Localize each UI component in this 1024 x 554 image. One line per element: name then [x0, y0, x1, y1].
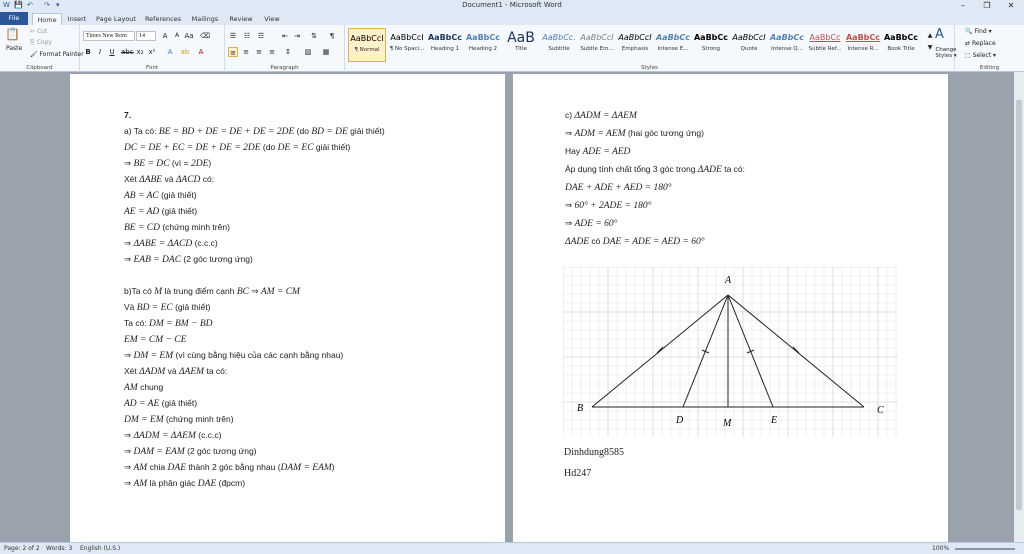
style-subtitle[interactable]: AaBbCc. Subtitle: [542, 33, 576, 52]
align-left-icon[interactable]: ≡: [228, 47, 238, 57]
text-line: [124, 446, 257, 457]
underline-icon[interactable]: U: [109, 48, 115, 56]
text-segment: Ta có:: [124, 318, 150, 328]
language[interactable]: English (U.S.): [80, 545, 121, 552]
replace-button[interactable]: ⇄ Replace: [965, 40, 996, 47]
text-segment: ta có:: [204, 366, 228, 376]
text-segment: BD = EC: [136, 303, 173, 313]
text-segment: 60° + 2ADE = 180°: [574, 201, 652, 211]
window-title: Document1 - Microsoft Word: [462, 1, 562, 9]
subscript-icon[interactable]: x₂: [136, 48, 144, 56]
redo-icon[interactable]: ↷: [44, 1, 50, 9]
text-segment: (giả thiết): [159, 206, 198, 216]
text-line: [124, 158, 211, 169]
copy-button[interactable]: ⎘ Copy: [30, 39, 52, 46]
word-logo-icon: W: [3, 1, 10, 9]
highlight-icon[interactable]: ab: [180, 48, 190, 56]
tab-page-layout[interactable]: Page Layout: [96, 15, 136, 23]
show-marks-icon[interactable]: ¶: [329, 32, 335, 40]
text-segment: ⇒: [124, 478, 134, 488]
text-segment: thành 2 góc bằng nhau (: [186, 462, 281, 472]
tab-home[interactable]: Home: [32, 13, 62, 25]
text-line: [565, 200, 651, 211]
editing-label: Editing: [979, 65, 1000, 71]
text-segment: ⇒: [565, 200, 575, 210]
text-segment: ⇒: [124, 254, 134, 264]
text-line: [124, 398, 197, 409]
text-line: [124, 126, 385, 137]
decrease-indent-icon[interactable]: ⇤: [282, 32, 288, 40]
text-line: [124, 334, 186, 345]
text-segment: DC = DE + EC = DE + DE = 2DE: [124, 143, 261, 153]
line-spacing-icon[interactable]: ↕: [285, 48, 291, 56]
text-line: [124, 382, 163, 393]
paste-icon[interactable]: 📋: [5, 27, 20, 41]
undo-icon[interactable]: ↶: [27, 1, 33, 9]
text-segment: ta có:: [721, 164, 745, 174]
text-segment: ΔAEM: [178, 367, 205, 377]
find-button[interactable]: 🔍 Find ▾: [965, 28, 992, 35]
text-segment: DAE: [197, 479, 217, 489]
text-line: [124, 238, 218, 249]
text-segment: (do: [260, 142, 278, 152]
text-segment: ΔADE: [697, 165, 722, 175]
text-line: [124, 190, 197, 201]
text-segment: (c.c.c): [192, 238, 218, 248]
text-segment: (đpcm): [216, 478, 246, 488]
text-segment: (vì cùng bằng hiệu của các cạnh bằng nhau): [173, 350, 344, 360]
change-styles-button[interactable]: Change Styles ▾: [935, 47, 957, 59]
status-bar: [0, 542, 1024, 554]
text-segment: Xét: [124, 174, 140, 184]
text-segment: Hay: [565, 146, 583, 156]
text-line: [124, 222, 230, 233]
text-segment: BE = DC: [133, 159, 170, 169]
text-segment: ⇒: [124, 158, 134, 168]
scroll-thumb[interactable]: [1016, 100, 1022, 510]
text-segment: ADE = 60°: [574, 219, 618, 229]
text-segment: DM = EM: [133, 351, 174, 361]
text-segment: EAB = DAC: [133, 255, 182, 265]
text-effects-icon[interactable]: A: [167, 48, 173, 56]
text-segment: có:: [200, 174, 215, 184]
text-line: [124, 206, 197, 217]
sort-icon[interactable]: ⇅: [311, 32, 317, 40]
tab-file[interactable]: File: [0, 12, 28, 25]
text-segment: và: [162, 174, 176, 184]
style-no-spacing[interactable]: AaBbCcI ¶ No Spaci...: [389, 33, 425, 52]
text-line: [124, 254, 253, 265]
text-segment: Xét: [124, 366, 140, 376]
text-line: [124, 318, 213, 329]
zoom-level[interactable]: 100%: [932, 545, 950, 552]
customize-quick-access-icon[interactable]: ▾: [56, 1, 60, 9]
text-segment: ⇒: [124, 462, 134, 472]
text-segment: ⇒: [124, 238, 134, 248]
style-strong[interactable]: AaBbCc Strong: [693, 33, 729, 52]
align-right-icon[interactable]: ≡: [256, 48, 262, 56]
text-segment: (2 góc tương ứng): [181, 254, 253, 264]
text-line: [124, 462, 335, 473]
clipboard-group: [0, 25, 84, 72]
text-line: [124, 142, 350, 153]
text-segment: là trung điểm cạnh: [162, 286, 237, 296]
text-line: [124, 430, 221, 441]
text-line: [565, 128, 704, 139]
styles-scroll-down-icon[interactable]: ▼: [927, 44, 933, 51]
bold-icon[interactable]: B: [85, 48, 91, 56]
text-segment: ): [208, 158, 212, 168]
triangle-figure: [563, 267, 898, 437]
styles-scroll-up-icon[interactable]: ▲: [927, 32, 933, 39]
text-segment: ΔADE: [565, 237, 590, 247]
text-line: [124, 174, 214, 185]
superscript-icon[interactable]: x²: [148, 48, 156, 56]
title-bar: [0, 0, 1024, 12]
text-segment: ADE = AED: [582, 147, 631, 157]
text-segment: chia: [147, 462, 168, 472]
text-segment: là phân giác: [147, 478, 198, 488]
text-line: [124, 366, 227, 377]
text-segment: (chứng minh trên): [159, 222, 230, 232]
text-segment: DAE: [167, 463, 186, 473]
text-segment: (do: [294, 126, 312, 136]
text-segment: (vì =: [169, 158, 191, 168]
maximize-button[interactable]: ❐: [983, 1, 991, 10]
text-segment: ΔADM = ΔAEM: [574, 111, 637, 121]
clear-formatting-icon[interactable]: ⌫: [200, 32, 210, 40]
text-segment: (c.c.c): [195, 430, 222, 440]
style-title[interactable]: AaB Title: [507, 30, 535, 52]
minimize-button[interactable]: –: [961, 1, 965, 10]
text-segment: giải thiết): [347, 126, 385, 136]
page-1[interactable]: [70, 74, 505, 542]
text-segment: M: [154, 287, 163, 297]
text-segment: b)Ta có: [124, 286, 155, 296]
editing-group: [935, 25, 1024, 72]
text-segment: EM = CM − CE: [124, 335, 187, 345]
style-heading-2[interactable]: AaBbCc Heading 2: [465, 33, 501, 52]
text-line: [565, 236, 705, 247]
text-segment: AM = CM: [260, 287, 300, 297]
styles-group: [345, 25, 955, 72]
change-case-icon[interactable]: Aa: [184, 32, 194, 40]
ribbon: [0, 25, 1024, 72]
text-segment: DE = EC: [277, 143, 314, 153]
align-center-icon[interactable]: ≡: [243, 48, 249, 56]
text-line: [565, 110, 637, 121]
text-segment: (2 góc tương ứng): [184, 446, 257, 456]
text-segment: AB = AC: [124, 191, 159, 201]
label-e: E: [771, 415, 778, 426]
format-painter-button[interactable]: 🖌 Format Painter: [30, 51, 84, 58]
tab-insert[interactable]: Insert: [67, 15, 87, 23]
text-segment: có: [589, 236, 603, 246]
multilevel-list-icon[interactable]: ☲: [257, 32, 265, 40]
text-segment: (giả thiết): [158, 190, 197, 200]
text-segment: BD = DE: [311, 127, 348, 137]
close-button[interactable]: ✕: [1007, 1, 1015, 10]
style-intense-emphasis[interactable]: AaBbCc Intense E...: [655, 33, 691, 52]
tab-mailings[interactable]: Mailings: [191, 15, 219, 23]
strikethrough-icon[interactable]: abc: [121, 48, 134, 56]
label-b: B: [577, 403, 584, 414]
font-label: Font: [146, 65, 158, 71]
text-segment: (hai góc tương ứng): [625, 128, 704, 138]
tab-references[interactable]: References: [144, 15, 182, 23]
page-count[interactable]: Page: 2 of 2: [4, 545, 40, 552]
style-book-title[interactable]: AaBbCc Book Title: [883, 33, 919, 52]
text-line: [124, 350, 343, 361]
text-segment: ⇒: [124, 430, 134, 440]
word-count[interactable]: Words: 3: [46, 545, 73, 552]
zoom-slider[interactable]: [955, 548, 1015, 550]
text-segment: ΔACD: [175, 175, 201, 185]
label-m: M: [723, 418, 732, 429]
text-segment: ⇒: [565, 128, 575, 138]
font-color-icon[interactable]: A: [198, 48, 204, 56]
text-segment: chung: [137, 382, 164, 392]
clipboard-label: Clipboard: [26, 65, 53, 71]
style-emphasis[interactable]: AaBbCcI Emphasis: [618, 33, 652, 52]
text-segment: ΔABE = ΔACD: [133, 239, 193, 249]
style-intense-reference[interactable]: AaBbCc Intense R...: [845, 33, 881, 52]
text-segment: DM = EM: [124, 415, 164, 425]
text-segment: BE = BD + DE = DE + DE = 2DE: [158, 127, 295, 137]
text-line: [124, 110, 131, 120]
select-button[interactable]: ⬚ Select ▾: [965, 52, 997, 59]
text-line: [124, 478, 245, 489]
text-segment: AD = AE: [124, 399, 160, 409]
tab-review[interactable]: Review: [229, 15, 253, 23]
text-segment: AM: [133, 479, 148, 489]
text-line: [124, 286, 300, 297]
style-normal[interactable]: AaBbCcI ¶ Normal: [348, 28, 386, 62]
paragraph-label: Paragraph: [270, 65, 299, 71]
increase-indent-icon[interactable]: ⇥: [294, 32, 300, 40]
numbering-icon[interactable]: ☷: [243, 32, 251, 40]
document-area: [0, 72, 1014, 542]
text-segment: DAE + ADE + AED = 180°: [565, 183, 672, 193]
text-segment: ⇒: [124, 446, 134, 456]
borders-icon[interactable]: ▦: [322, 48, 330, 56]
text-segment: 2DE: [190, 159, 209, 169]
text-line: [565, 146, 630, 157]
save-icon[interactable]: 💾: [14, 1, 23, 9]
text-segment: DAE = ADE = AED = 60°: [602, 237, 705, 247]
text-segment: ⇒: [124, 350, 134, 360]
italic-icon[interactable]: I: [98, 48, 102, 56]
text-segment: (giả thiết): [159, 398, 198, 408]
text-line: [124, 414, 234, 425]
font-name-select[interactable]: Times New Rom: [83, 31, 135, 41]
text-segment: ΔADM = ΔAEM: [133, 431, 196, 441]
text-segment: 7.: [124, 110, 132, 120]
text-line: [565, 218, 617, 229]
tab-view[interactable]: View: [264, 15, 280, 23]
text-line: [565, 164, 745, 175]
text-segment: ADM = AEM: [574, 129, 626, 139]
text-segment: ): [331, 462, 335, 472]
change-styles-icon[interactable]: A: [935, 27, 944, 42]
style-quote[interactable]: AaBbCcI Quote: [732, 33, 766, 52]
style-subtle-emphasis[interactable]: AaBbCcI Subtle Em...: [580, 33, 614, 52]
text-segment: AE = AD: [124, 207, 160, 217]
style-intense-quote[interactable]: AaBbCc Intense Q...: [769, 33, 805, 52]
text-segment: ⇒: [248, 286, 261, 296]
paste-button[interactable]: Paste: [6, 45, 23, 52]
text-segment: và: [165, 366, 179, 376]
text-segment: Và: [124, 302, 137, 312]
text-segment: ΔADM: [139, 367, 166, 377]
font-group: [80, 25, 225, 72]
text-line: [565, 182, 672, 193]
text-segment: (chứng minh trên): [163, 414, 234, 424]
text-segment: BC: [236, 287, 249, 297]
style-heading-1[interactable]: AaBbCc Heading 1: [427, 33, 463, 52]
label-a: A: [725, 275, 732, 286]
paragraph-group: [225, 25, 345, 72]
text-segment: ⇒: [565, 218, 575, 228]
style-subtle-reference[interactable]: AaBbCc Subtle Ref...: [808, 33, 842, 52]
bullets-icon[interactable]: ☰: [229, 32, 237, 40]
text-segment: DAM = EAM: [280, 463, 332, 473]
text-segment: ΔABE: [139, 175, 163, 185]
grow-font-icon[interactable]: A: [162, 32, 168, 40]
text-line: [124, 302, 211, 313]
text-segment: DAM = EAM: [133, 447, 185, 457]
text-segment: a) Ta có:: [124, 126, 159, 136]
font-size-select[interactable]: 14: [136, 31, 156, 41]
text-segment: BE = CD: [124, 223, 160, 233]
cut-button[interactable]: ✂ Cut: [30, 28, 48, 35]
text-segment: giải thiết): [313, 142, 351, 152]
label-d: D: [676, 415, 684, 426]
text-segment: AM: [133, 463, 148, 473]
trailing-line-1: Dinhdung8585: [564, 447, 624, 458]
text-segment: Áp dụng tính chất tổng 3 góc trong: [565, 164, 698, 174]
styles-label: Styles: [641, 65, 658, 71]
shrink-font-icon[interactable]: A: [174, 32, 180, 39]
text-segment: DM = BM − BD: [149, 319, 213, 329]
vertical-scrollbar[interactable]: [1014, 72, 1024, 542]
label-c: C: [877, 405, 884, 416]
text-segment: (giả thiết): [172, 302, 211, 312]
page-2[interactable]: [513, 74, 948, 542]
trailing-line-2: Hd247: [564, 468, 592, 479]
text-segment: c): [565, 110, 575, 120]
justify-icon[interactable]: ≡: [269, 48, 275, 56]
ribbon-tabs: [0, 12, 1024, 25]
shading-icon[interactable]: ▨: [304, 48, 312, 56]
text-segment: AM: [124, 383, 138, 393]
